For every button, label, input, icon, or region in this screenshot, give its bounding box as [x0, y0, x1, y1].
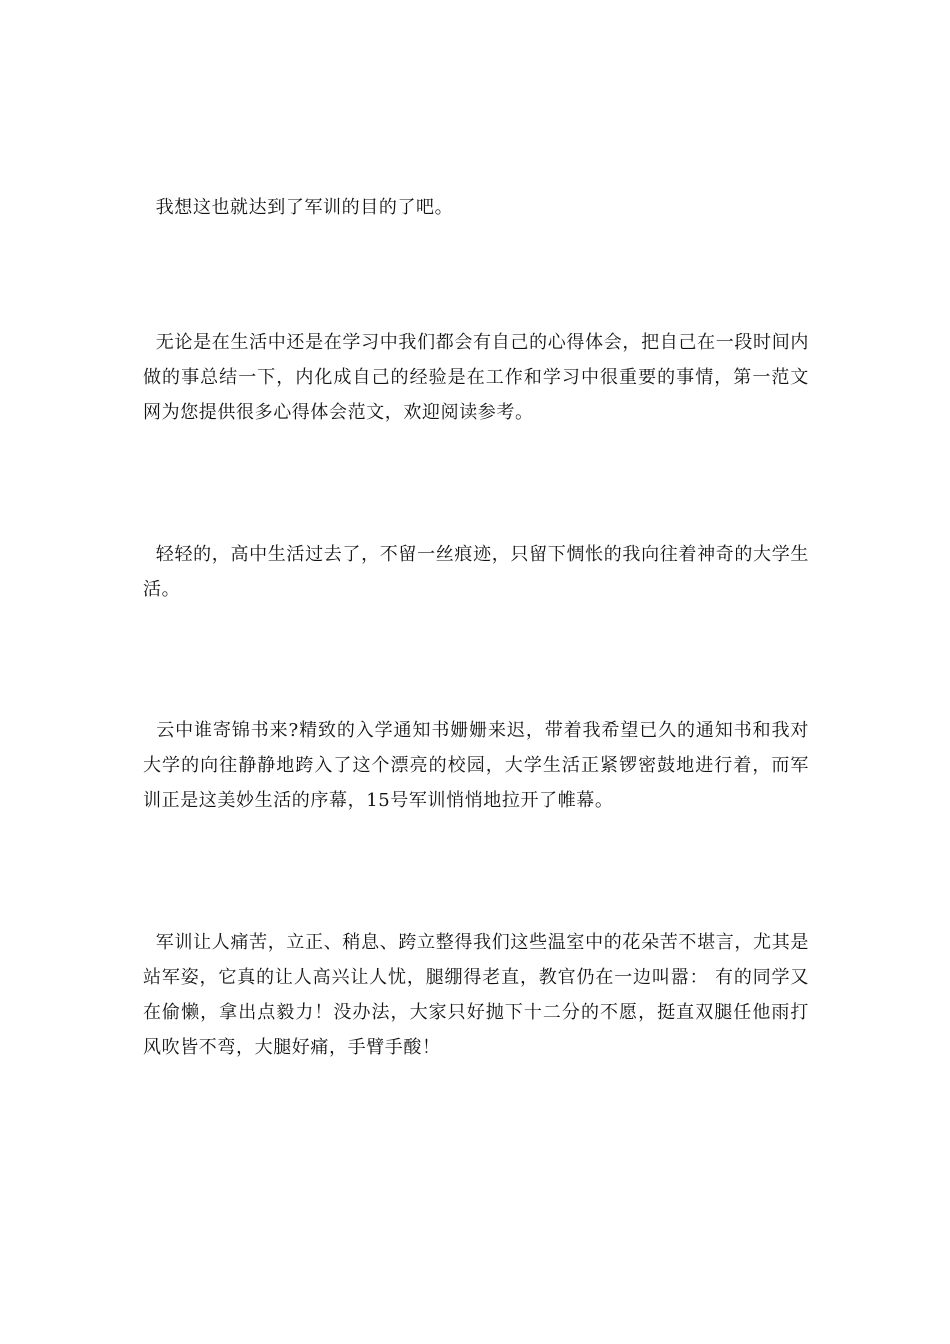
- paragraph-high-school-ends: 轻轻的，高中生活过去了，不留一丝痕迹，只留下惆怅的我向往着神奇的大学生活。: [143, 544, 809, 600]
- paragraph-admission-letter: 云中谁寄锦书来?精致的入学通知书姗姗来迟，带着我希望已久的通知书和我对大学的向往静静地跨入了这个漂亮的校园，大学生活正紧锣密鼓地进行着，而军训正是这美妙生活的序幕，15号军训悄悄地拉开了帷幕。: [143, 720, 809, 811]
- paragraph-training-hardship: 军训让人痛苦，立正、稍息、跨立整得我们这些温室中的花朵苦不堪言，尤其是站军姿，它真的让人高兴让人忧，腿绷得老直，教官仍在一边叫嚣： 有的同学又在偷懒，拿出点毅力！没办法，大家只好抛下十二分的不愿，挺直双腿任他雨打风吹皆不弯，大腿好痛，手臂手酸！: [143, 932, 809, 1058]
- paragraph-military-training-goal: 我想这也就达到了军训的目的了吧。: [143, 197, 454, 218]
- paragraph-experience-intro: 无论是在生活中还是在学习中我们都会有自己的心得体会，把自己在一段时间内做的事总结一下，内化成自己的经验是在工作和学习中很重要的事情，第一范文网为您提供很多心得体会范文，欢迎阅读参考。: [143, 332, 809, 423]
